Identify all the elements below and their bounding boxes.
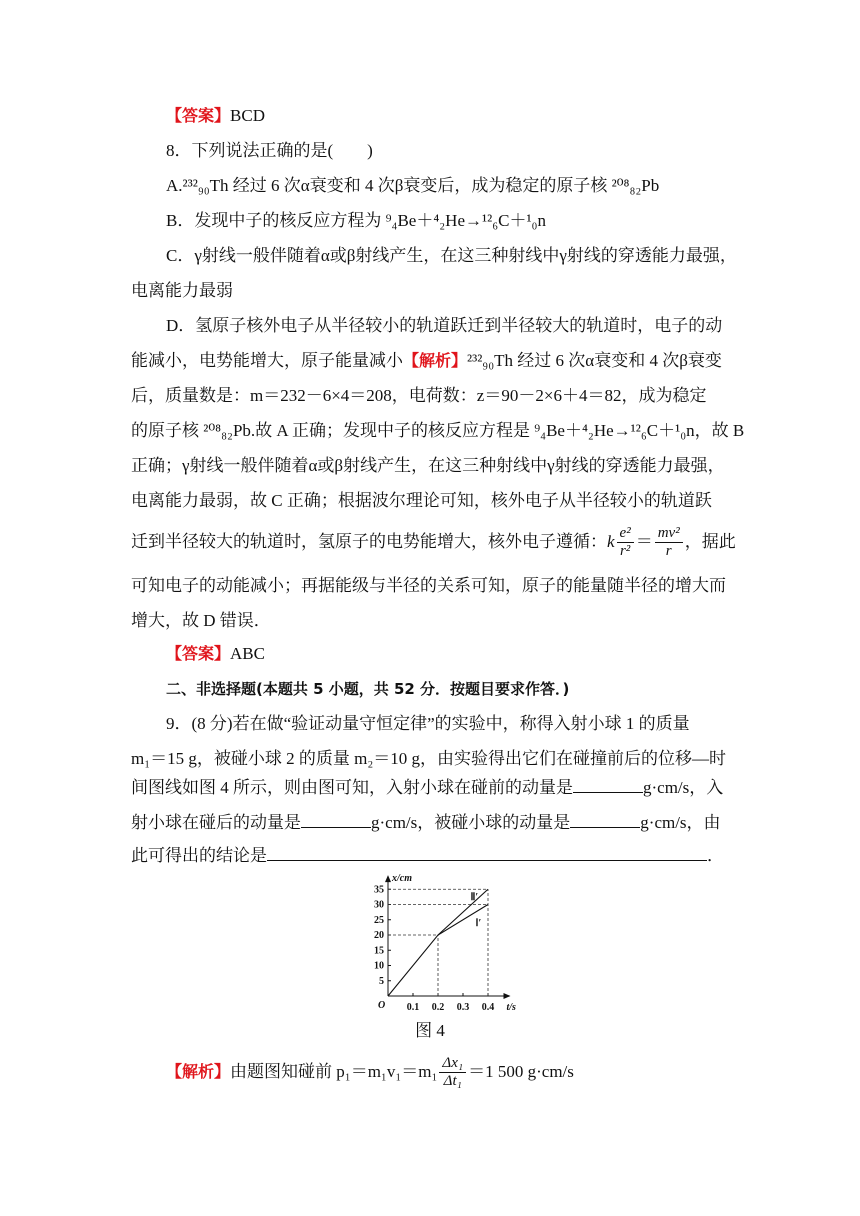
x-axis-label: t/s [506, 1002, 516, 1013]
y-tick-label: 5 [379, 975, 384, 987]
q8-option-d-line1: D．氢原子核外电子从半径较小的轨道跃迁到半径较大的轨道时，电子的动 [166, 316, 723, 335]
q8-option-a: A.²³²₉₀Th 经过 6 次α衰变和 4 次β衰变后，成为稳定的原子核 ²⁰⁸₈₂Pb [166, 176, 660, 195]
x-tick-label: 0.2 [431, 1002, 445, 1013]
origin-label: O [378, 1000, 386, 1011]
x-tick-label: 0.1 [406, 1002, 420, 1013]
q9-line-blanks: 间图线如图 4 所示，则由图可知，入射小球在碰前的动量是 g·cm/s，入 [131, 778, 724, 797]
conclusion-blank[interactable] [267, 844, 707, 861]
q8-option-c-line2: 电离能力最弱 [131, 281, 233, 300]
formula-lead-text: 迁到半径较大的轨道时，氢原子的电势能增大，核外电子遵循： [131, 532, 607, 551]
q9-line-blanks: 此可得出的结论是 ． [131, 846, 724, 865]
fraction-dx-dt: $\frac{\text{Δx₁}}{\text{Δt₁}}$ [439, 1055, 466, 1090]
q8-analysis-line: 的原子核 ²⁰⁸₈₂Pb.故 A 正确；发现中子的核反应方程是 ⁹₄Be＋⁴₂He→¹²₆C＋¹₀n，故 B [131, 421, 745, 440]
position-time-chart [360, 874, 540, 1014]
section-heading: 二、非选择题(本题共 5 小题，共 52 分．按题目要求作答．) [166, 680, 570, 698]
x-tick-label: 0.4 [481, 1002, 495, 1013]
formula-trail-text: ，据此 [684, 532, 736, 551]
answer-blank[interactable] [301, 811, 371, 828]
formula-equals: ＝ [635, 532, 653, 551]
q8-stem: 8．下列说法正确的是( ) [166, 141, 373, 160]
fraction-e2-r2: $\frac{\text{e²}}{\text{r²}}$ [617, 525, 634, 560]
y-tick-label: 30 [374, 899, 384, 911]
fraction-mv2-r: $\frac{\text{mv²}}{r}$ [655, 525, 683, 560]
y-tick-label: 20 [374, 930, 384, 941]
q8-answer [166, 642, 265, 666]
analysis-start: ²³²₉₀Th 经过 6 次α衰变和 4 次β衰变 [467, 351, 722, 370]
series-label: Ⅰ′ [475, 917, 482, 929]
q8-option-c-line1: C．γ射线一般伴随着α或β射线产生，在这三种射线中γ射线的穿透能力最强， [166, 246, 737, 265]
y-tick-label: 10 [374, 960, 384, 972]
q8-analysis-line: 正确；γ射线一般伴随着α或β射线产生，在这三种射线中γ射线的穿透能力最强， [131, 456, 725, 475]
analysis-tag: 【解析】 [403, 351, 468, 370]
y-axis-label: x/cm [392, 874, 412, 885]
q7-answer [166, 104, 265, 128]
analysis-tag: 【解析】 [166, 1062, 231, 1081]
series-label: Ⅱ′ [470, 891, 479, 903]
answer-tag: 【答案】 [166, 644, 231, 663]
answer-text: BCD [230, 106, 265, 125]
q8-analysis-line: 可知电子的动能减小；再据能级与半径的关系可知，原子的能量随半径的增大而 [131, 576, 726, 595]
x-axis-arrow [504, 993, 511, 999]
answer-blank[interactable] [570, 811, 640, 828]
q8-analysis-line: 电离能力最弱，故 C 正确；根据波尔理论可知，核外电子从半径较小的轨道跃 [131, 491, 712, 510]
answer-blank[interactable] [573, 776, 643, 793]
q8-option-d-line2 [131, 349, 722, 373]
q8-analysis-line: 增大，故 D 错误． [131, 611, 271, 630]
q8-analysis-formula-line [131, 522, 736, 562]
q8-option-b: B．发现中子的核反应方程为 ⁹₄Be＋⁴₂He→¹²₆C＋¹₀n [166, 211, 546, 230]
q9-line: 9．(8 分)若在做“验证动量守恒定律”的实验中，称得入射小球 1 的质量 [166, 714, 690, 733]
figure-caption: 图 4 [415, 1021, 445, 1040]
y-tick-label: 25 [374, 914, 384, 926]
q9-line-blanks: 射小球在碰后的动量是 g·cm/s，被碰小球的动量是 g·cm/s，由 [131, 813, 721, 832]
answer-tag: 【答案】 [166, 106, 231, 125]
analysis-text: 由题图知碰前 p₁＝m₁v₁＝m₁ [230, 1062, 438, 1081]
q9-line: m₁＝15 g，被碰小球 2 的质量 m₂＝10 g，由实验得出它们在碰撞前后的位移—时 [131, 749, 727, 768]
d-text: 能减小，电势能增大，原子能量减小 [131, 351, 403, 370]
x-tick-label: 0.3 [456, 1002, 470, 1013]
y-tick-label: 35 [374, 884, 384, 896]
chart-svg [360, 874, 540, 1014]
analysis-result: ＝1 500 g·cm/s [468, 1062, 574, 1081]
q9-analysis [166, 1048, 574, 1096]
q8-analysis-line: 后，质量数是：m＝232－6×4＝208，电荷数：z＝90－2×6＋4＝82，成为稳定 [131, 386, 707, 405]
answer-text: ABC [230, 644, 265, 663]
y-axis-arrow [385, 875, 391, 882]
y-tick-label: 15 [374, 945, 384, 957]
formula-k: k [607, 532, 615, 551]
